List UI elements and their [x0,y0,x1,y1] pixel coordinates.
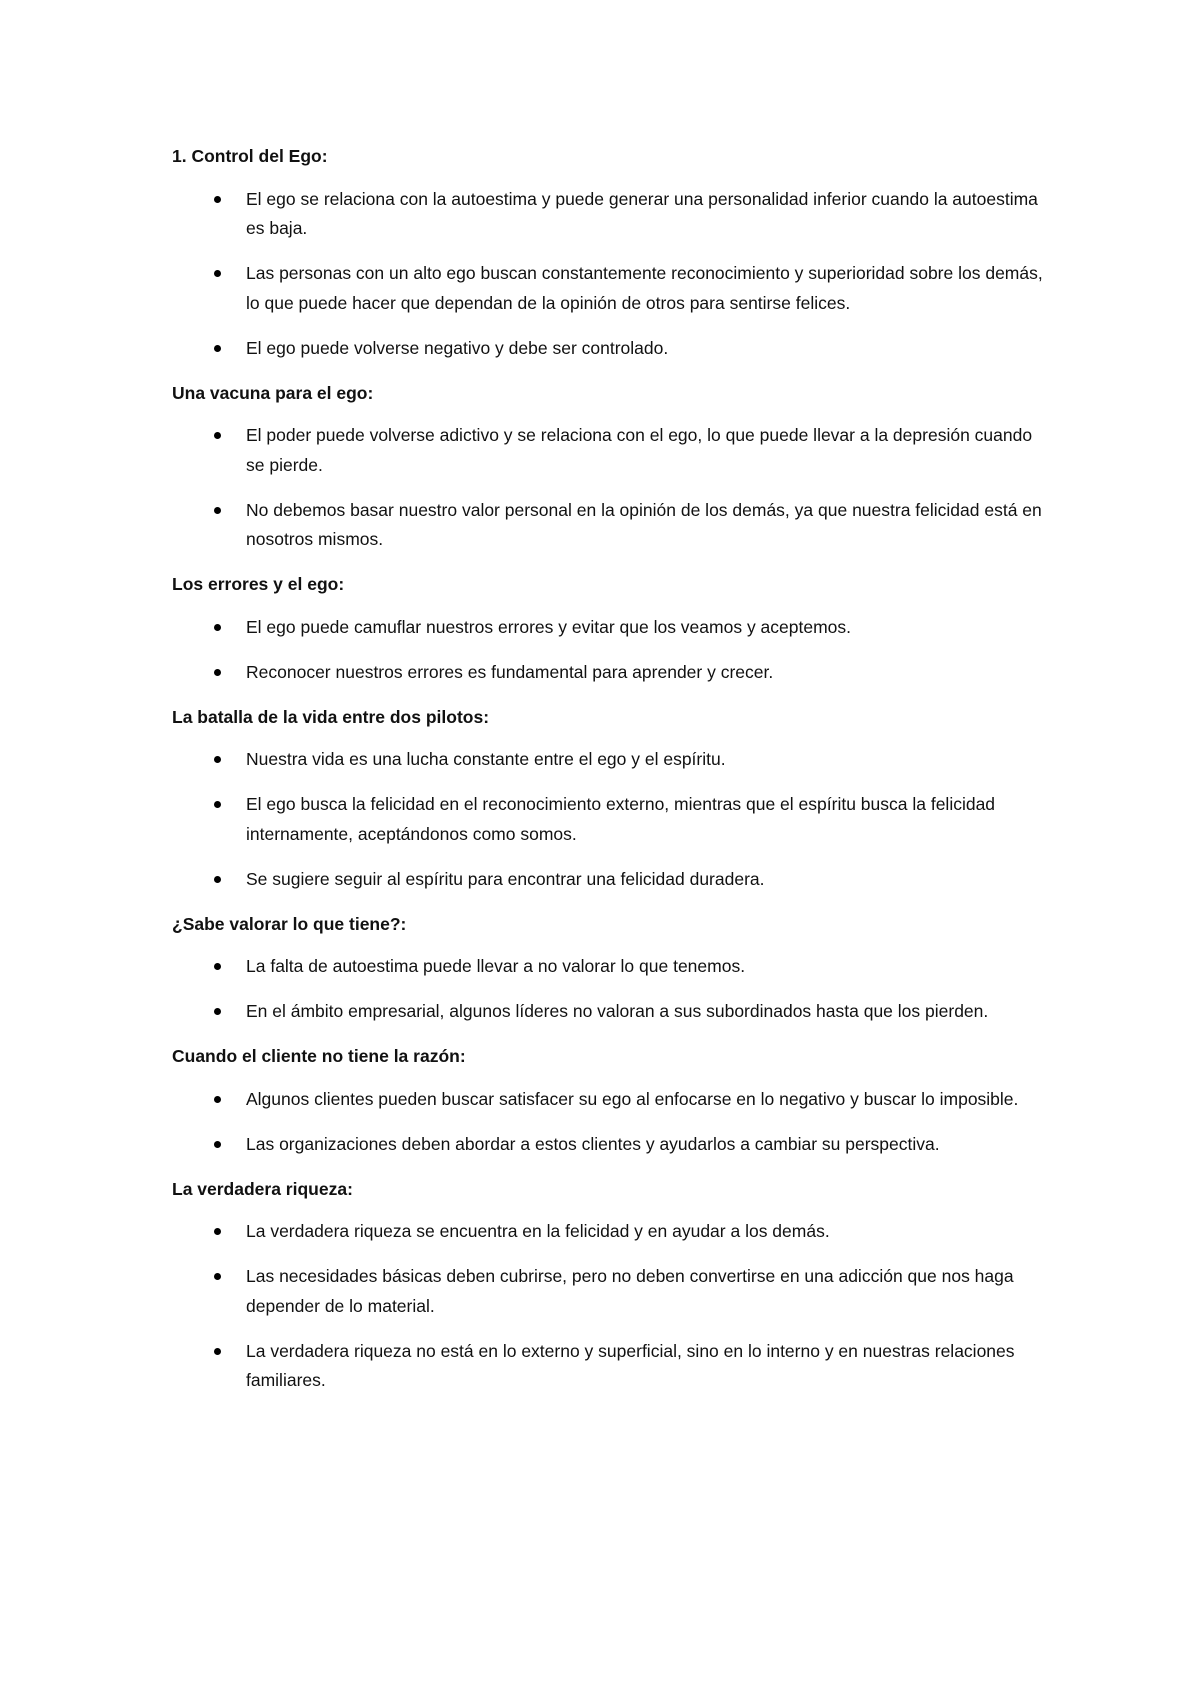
list-item [172,997,1052,1027]
list-item-text: Las organizaciones deben abordar a estos clientes y ayudarlos a cambiar su perspectiva. [246,1133,940,1154]
list-item [172,1262,1052,1321]
section-vacuna-ego [172,379,1052,555]
list-item-text: El ego puede volverse negativo y debe ser controlado. [246,337,669,358]
bullet-icon [214,624,221,631]
list-item [172,334,1052,364]
section-heading: ¿Sabe valorar lo que tiene?: [172,913,407,934]
bullet-list [172,421,1052,555]
list-item [172,1130,1052,1160]
list-item [172,1337,1052,1396]
bullet-icon [214,1141,221,1148]
section-heading: Los errores y el ego: [172,574,345,594]
bullet-icon [214,801,221,808]
section-batalla-vida [172,703,1052,895]
bullet-list [172,185,1052,364]
bullet-icon [214,270,221,277]
list-item-text: Las necesidades básicas deben cubrirse, pero no deben convertirse en una adicción que nos haga depender de lo material. [246,1266,1014,1316]
list-item-text: El ego puede camuflar nuestros errores y evitar que los veamos y aceptemos. [246,616,852,637]
list-item [172,613,1052,643]
section-verdadera-riqueza [172,1175,1052,1396]
bullet-list [172,745,1052,894]
bullet-list [172,1217,1052,1396]
list-item-text: Algunos clientes pueden buscar satisfacer su ego al enfocarse en lo negativo y buscar lo imposible. [246,1088,1019,1109]
bullet-list [172,1085,1052,1160]
bullet-icon [214,432,221,439]
list-item [172,745,1052,775]
list-item [172,259,1052,318]
section-cliente-razon [172,1042,1052,1159]
bullet-icon [214,1008,221,1015]
bullet-icon [214,1273,221,1280]
list-item-text: El ego busca la felicidad en el reconocimiento externo, mientras que el espíritu busca la felicidad internamente, aceptándonos como somos. [246,794,996,844]
list-item [172,1085,1052,1115]
list-item-text: No debemos basar nuestro valor personal en la opinión de los demás, ya que nuestra felicidad está en nosotros mismos. [246,499,1042,549]
list-item [172,658,1052,688]
list-item-text: En el ámbito empresarial, algunos líderes no valoran a sus subordinados hasta que los pierden. [246,1001,989,1021]
list-item-text: El ego se relaciona con la autoestima y puede generar una personalidad inferior cuando la autoestima es baja. [246,188,1038,238]
list-item [172,790,1052,849]
bullet-icon [214,196,221,203]
bullet-icon [214,507,221,514]
section-control-del-ego [172,142,1052,363]
bullet-icon [214,1096,221,1103]
bullet-icon [214,345,221,352]
bullet-icon [214,756,221,763]
bullet-icon [214,669,221,676]
section-heading: Cuando el cliente no tiene la razón: [172,1046,466,1066]
bullet-icon [214,876,221,883]
list-item [172,185,1052,244]
list-item-text: Reconocer nuestros errores es fundamental para aprender y crecer. [246,661,774,682]
bullet-icon [214,963,221,970]
section-heading: Una vacuna para el ego: [172,382,374,403]
section-heading: La verdadera riqueza: [172,1178,353,1199]
list-item [172,952,1052,982]
list-item-text: La verdadera riqueza no está en lo externo y superficial, sino en lo interno y en nuestras relaciones familiares. [246,1340,1015,1390]
list-item-text: Las personas con un alto ego buscan constantemente reconocimiento y superioridad sobre los demás, lo que puede hacer que dependan de la opinión de otros para sentirse felices. [246,263,1043,313]
section-errores-ego [172,570,1052,687]
list-item [172,1217,1052,1247]
section-sabe-valorar [172,910,1052,1027]
bullet-list [172,952,1052,1027]
section-heading: 1. Control del Ego: [172,146,328,166]
list-item-text: La verdadera riqueza se encuentra en la felicidad y en ayudar a los demás. [246,1221,830,1241]
document-page [172,142,1052,1411]
list-item-text: Nuestra vida es una lucha constante entre el ego y el espíritu. [246,749,726,769]
list-item [172,496,1052,555]
list-item [172,865,1052,895]
list-item-text: La falta de autoestima puede llevar a no valorar lo que tenemos. [246,956,746,976]
list-item [172,421,1052,480]
bullet-list [172,613,1052,688]
bullet-icon [214,1228,221,1235]
section-heading: La batalla de la vida entre dos pilotos: [172,706,490,727]
list-item-text: Se sugiere seguir al espíritu para encontrar una felicidad duradera. [246,868,765,889]
bullet-icon [214,1348,221,1355]
list-item-text: El poder puede volverse adictivo y se relaciona con el ego, lo que puede llevar a la depresión cuando se pierde. [246,425,1033,475]
